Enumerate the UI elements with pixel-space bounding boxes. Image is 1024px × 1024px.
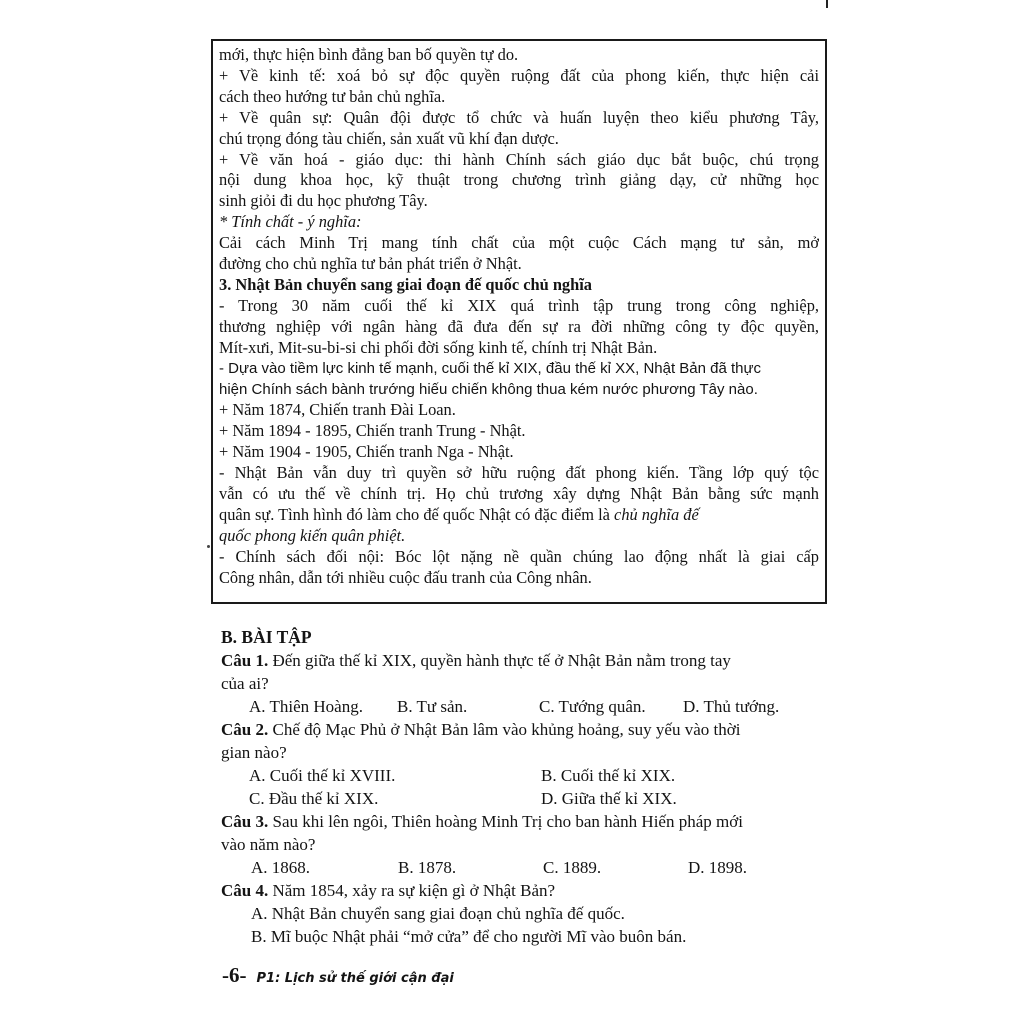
- theory-line: đường cho chủ nghĩa tư bản phát triển ở Nhật.: [219, 254, 522, 274]
- theory-line: vẫn có ưu thế về chính trị. Họ chủ trương xây dựng Nhật Bản bằng sức mạnh: [219, 484, 819, 504]
- exercises-section: [221, 626, 827, 948]
- question-text: Năm 1854, xảy ra sự kiện gì ở Nhật Bản?: [272, 881, 556, 900]
- theory-line: - Trong 30 năm cuối thế kỉ XIX quá trình tập trung trong công nghiệp,: [219, 295, 819, 315]
- answer-options: [221, 856, 827, 879]
- page-footer: [222, 963, 454, 988]
- answer-options: [221, 925, 827, 948]
- answer-option: A. 1868.: [251, 858, 311, 877]
- book-title: P1: Lịch sử thế giới cận đại: [256, 971, 454, 986]
- theory-line: hiện Chính sách bành trướng hiếu chiến không thua kém nước phương Tây nào.: [219, 380, 758, 398]
- theory-emphasis: chủ nghĩa đế: [614, 504, 699, 524]
- question-label: Câu 3.: [221, 812, 269, 831]
- theory-line: nội dung khoa học, kỹ thuật trong chương trình giảng dạy, cử những học: [219, 170, 819, 190]
- theory-line: Công nhân, dẫn tới nhiều cuộc đấu tranh của Công nhân.: [219, 567, 592, 587]
- theory-line: thương nghiệp với ngân hàng đã đưa đến sự ra đời những công ty độc quyền,: [219, 316, 819, 336]
- answer-options: [221, 787, 827, 810]
- answer-option: C. Đầu thế kỉ XIX.: [249, 789, 379, 808]
- theory-line: Cải cách Minh Trị mang tính chất của một cuộc Cách mạng tư sản, mở: [219, 233, 819, 253]
- exercises-heading: B. BÀI TẬP: [221, 627, 312, 647]
- question-text: Chế độ Mạc Phủ ở Nhật Bản lâm vào khủng hoảng, suy yếu vào thời: [272, 720, 741, 739]
- question-text-cont: vào năm nào?: [221, 835, 316, 854]
- question-label: Câu 2.: [221, 720, 269, 739]
- answer-option: D. Giữa thế kỉ XIX.: [541, 789, 677, 808]
- answer-option: A. Thiên Hoàng.: [249, 697, 363, 716]
- answer-option: C. Tướng quân.: [539, 697, 646, 716]
- answer-option: A. Nhật Bản chuyển sang giai đoạn chủ nghĩa đế quốc.: [251, 904, 625, 923]
- theory-line: mới, thực hiện bình đẳng ban bố quyền tự do.: [219, 45, 519, 64]
- question-3: [221, 810, 827, 833]
- theory-box: [211, 39, 827, 604]
- page-number: -6-: [222, 963, 247, 987]
- theory-line: cách theo hướng tư bản chủ nghĩa.: [219, 86, 446, 106]
- section-heading: 3. Nhật Bản chuyển sang giai đoạn đế quốc chủ nghĩa: [219, 274, 592, 294]
- answer-options: [221, 764, 827, 787]
- question-text-cont: gian nào?: [221, 743, 287, 762]
- theory-line: - Dựa vào tiềm lực kinh tế mạnh, cuối thế kỉ XIX, đầu thế kỉ XX, Nhật Bản đã thực: [219, 359, 762, 377]
- theory-line: chú trọng đóng tàu chiến, sản xuất vũ khí đạn dược.: [219, 128, 559, 148]
- answer-option: B. 1878.: [398, 858, 457, 877]
- answer-option: A. Cuối thế kỉ XVIII.: [249, 766, 396, 785]
- question-text: Đến giữa thế kỉ XIX, quyền hành thực tế ở Nhật Bản nằm trong tay: [272, 651, 731, 670]
- theory-line: + Năm 1874, Chiến tranh Đài Loan.: [219, 400, 456, 420]
- theory-text: quân sự. Tình hình đó làm cho đế quốc Nhật có đặc điểm là: [219, 504, 610, 524]
- answer-options: [221, 695, 827, 718]
- question-label: Câu 1.: [221, 651, 269, 670]
- answer-options: [221, 902, 827, 925]
- theory-line: + Về quân sự: Quân đội được tổ chức và huấn luyện theo kiểu phương Tây,: [219, 107, 819, 127]
- question-1: [221, 649, 827, 672]
- theory-line: + Năm 1904 - 1905, Chiến tranh Nga - Nhật.: [219, 442, 514, 462]
- question-2: [221, 718, 827, 741]
- answer-option: B. Cuối thế kỉ XIX.: [541, 766, 676, 785]
- theory-line: sinh giỏi đi du học phương Tây.: [219, 191, 428, 211]
- answer-option: B. Tư sản.: [397, 697, 468, 716]
- theory-line: + Năm 1894 - 1895, Chiến tranh Trung - Nhật.: [219, 421, 526, 441]
- theory-line: - Chính sách đối nội: Bóc lột nặng nề quần chúng lao động nhất là giai cấp: [219, 546, 819, 566]
- answer-option: C. 1889.: [543, 858, 602, 877]
- answer-option: D. Thủ tướng.: [683, 697, 780, 716]
- theory-line: + Về văn hoá - giáo dục: thi hành Chính sách giáo dục bắt buộc, chú trọng: [219, 149, 819, 169]
- question-4: [221, 879, 827, 902]
- question-label: Câu 4.: [221, 881, 269, 900]
- answer-option: D. 1898.: [688, 858, 748, 877]
- scan-speck: [207, 545, 210, 548]
- theory-subheading: * Tính chất - ý nghĩa:: [219, 212, 362, 232]
- question-text: Sau khi lên ngôi, Thiên hoàng Minh Trị cho ban hành Hiến pháp mới: [272, 812, 743, 831]
- theory-line: + Về kinh tế: xoá bỏ sự độc quyền ruộng đất của phong kiến, thực hiện cải: [219, 65, 819, 85]
- question-text-cont: của ai?: [221, 674, 269, 693]
- theory-emphasis-line: quốc phong kiến quân phiệt.: [219, 525, 406, 545]
- page-edge-mark: [826, 0, 828, 8]
- answer-option: B. Mĩ buộc Nhật phải “mở cửa” để cho người Mĩ vào buôn bán.: [251, 927, 687, 946]
- theory-line: [219, 505, 819, 526]
- theory-line: Mít-xưi, Mit-su-bi-si chi phối đời sống kinh tế, chính trị Nhật Bản.: [219, 337, 658, 357]
- theory-line: - Nhật Bản vẫn duy trì quyền sở hữu ruộng đất phong kiến. Tầng lớp quý tộc: [219, 463, 819, 483]
